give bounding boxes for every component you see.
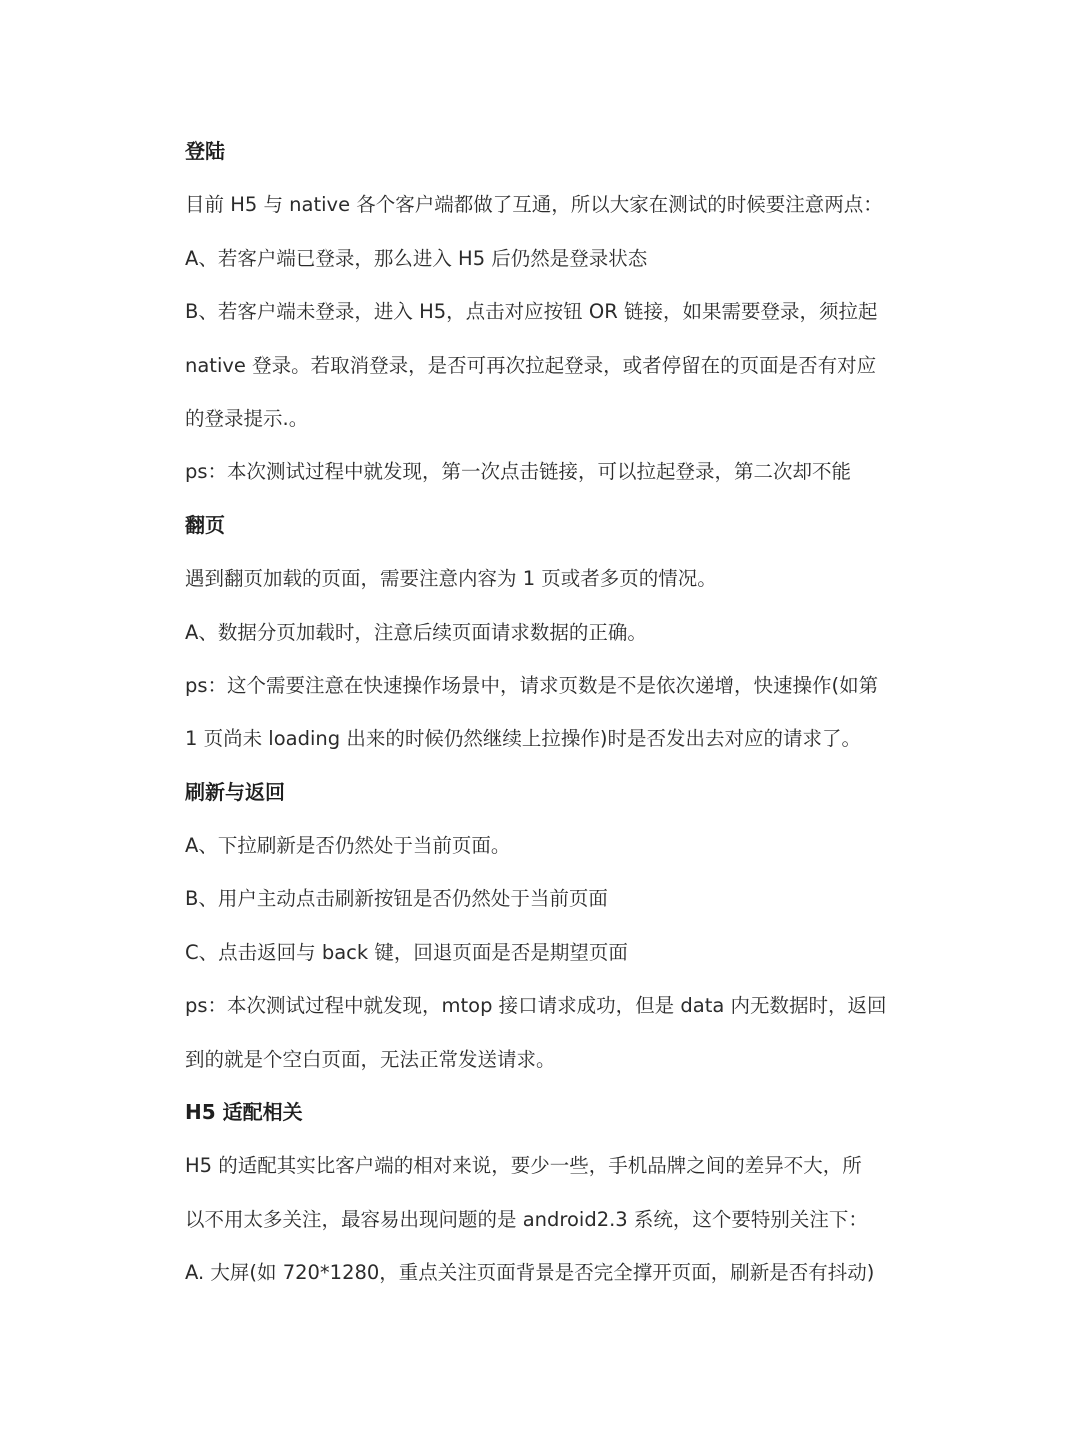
paragraph-line: 以不用太多关注，最容易出现问题的是 android2.3 系统，这个要特别关注下： — [185, 1207, 868, 1231]
paragraph-line: 遇到翻页加载的页面，需要注意内容为 1 页或者多页的情况。 — [185, 567, 717, 591]
paragraph-line: H5 的适配其实比客户端的相对来说，要少一些，手机品牌之间的差异不大，所 — [185, 1154, 862, 1178]
section-heading-h5-adaptation: H5 适配相关 — [185, 1100, 303, 1125]
paragraph-line: A、数据分页加载时，注意后续页面请求数据的正确。 — [185, 620, 647, 644]
section-heading-refresh-back: 刷新与返回 — [185, 779, 285, 804]
paragraph-line: 1 页尚未 loading 出来的时候仍然继续上拉操作)时是否发出去对应的请求了。 — [185, 727, 861, 751]
paragraph-line: B、用户主动点击刷新按钮是否仍然处于当前页面 — [185, 887, 608, 911]
paragraph-line: native 登录。若取消登录，是否可再次拉起登录，或者停留在的页面是否有对应 — [185, 353, 877, 377]
paragraph-line: A、下拉刷新是否仍然处于当前页面。 — [185, 834, 511, 858]
paragraph-line: 目前 H5 与 native 各个客户端都做了互通，所以大家在测试的时候要注意两点： — [185, 193, 883, 217]
paragraph-line: ps：这个需要注意在快速操作场景中，请求页数是不是依次递增，快速操作(如第 — [185, 673, 879, 697]
paragraph-line: B、若客户端未登录，进入 H5，点击对应按钮 OR 链接，如果需要登录，须拉起 — [185, 300, 878, 324]
paragraph-line: 的登录提示.。 — [185, 406, 309, 430]
paragraph-line: C、点击返回与 back 键，回退页面是否是期望页面 — [185, 940, 628, 964]
paragraph-line: A. 大屏(如 720*1280，重点关注页面背景是否完全撑开页面，刷新是否有抖动) — [185, 1261, 875, 1285]
section-heading-paging: 翻页 — [185, 512, 225, 537]
section-heading-login: 登陆 — [185, 139, 225, 163]
paragraph-line: 到的就是个空白页面，无法正常发送请求。 — [185, 1047, 556, 1071]
paragraph-line: A、若客户端已登录，那么进入 H5 后仍然是登录状态 — [185, 246, 648, 270]
paragraph-line: ps：本次测试过程中就发现，mtop 接口请求成功，但是 data 内无数据时，返回 — [185, 994, 887, 1018]
paragraph-line: ps：本次测试过程中就发现，第一次点击链接，可以拉起登录，第二次却不能 — [185, 460, 852, 484]
document-page — [185, 125, 905, 1300]
